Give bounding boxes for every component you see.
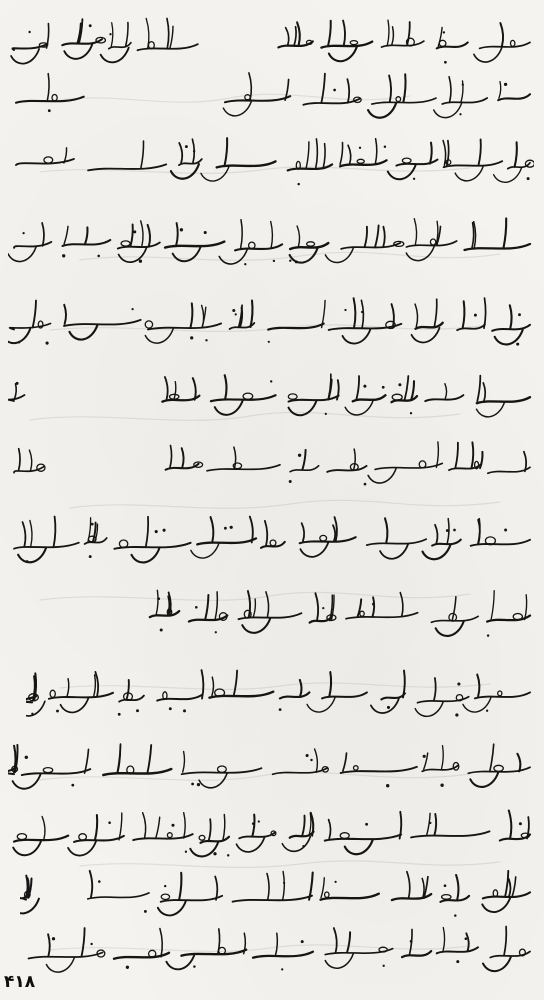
manuscript-line: [8, 920, 534, 980]
handwritten-script-strokes: [10, 132, 534, 192]
handwritten-script-strokes: [8, 436, 534, 496]
manuscript-line: [8, 368, 534, 428]
manuscript-line: [26, 664, 534, 724]
manuscript-line: [8, 12, 534, 72]
handwritten-script-strokes: [8, 804, 534, 864]
manuscript-line: [8, 584, 534, 644]
manuscript-line: [8, 738, 534, 798]
handwritten-script-strokes: [26, 664, 534, 724]
handwritten-script-strokes: [20, 864, 534, 924]
handwritten-script-strokes: [8, 212, 534, 272]
handwritten-script-strokes: [8, 292, 534, 352]
manuscript-line: [8, 804, 534, 864]
manuscript-line: [10, 66, 534, 126]
handwritten-script-strokes: [8, 738, 534, 798]
handwritten-script-strokes: [8, 510, 534, 570]
manuscript-line: [20, 864, 534, 924]
handwritten-script-strokes: [8, 368, 534, 428]
handwritten-script-strokes: [8, 12, 534, 72]
page-number: ۴۱۸: [4, 972, 36, 992]
handwritten-script-strokes: [8, 584, 534, 644]
manuscript-line: [10, 132, 534, 192]
manuscript-line: [8, 292, 534, 352]
manuscript-line: [8, 436, 534, 496]
handwritten-script-strokes: [10, 66, 534, 126]
manuscript-line: [8, 212, 534, 272]
handwritten-script-strokes: [8, 920, 534, 980]
manuscript-line: [8, 510, 534, 570]
